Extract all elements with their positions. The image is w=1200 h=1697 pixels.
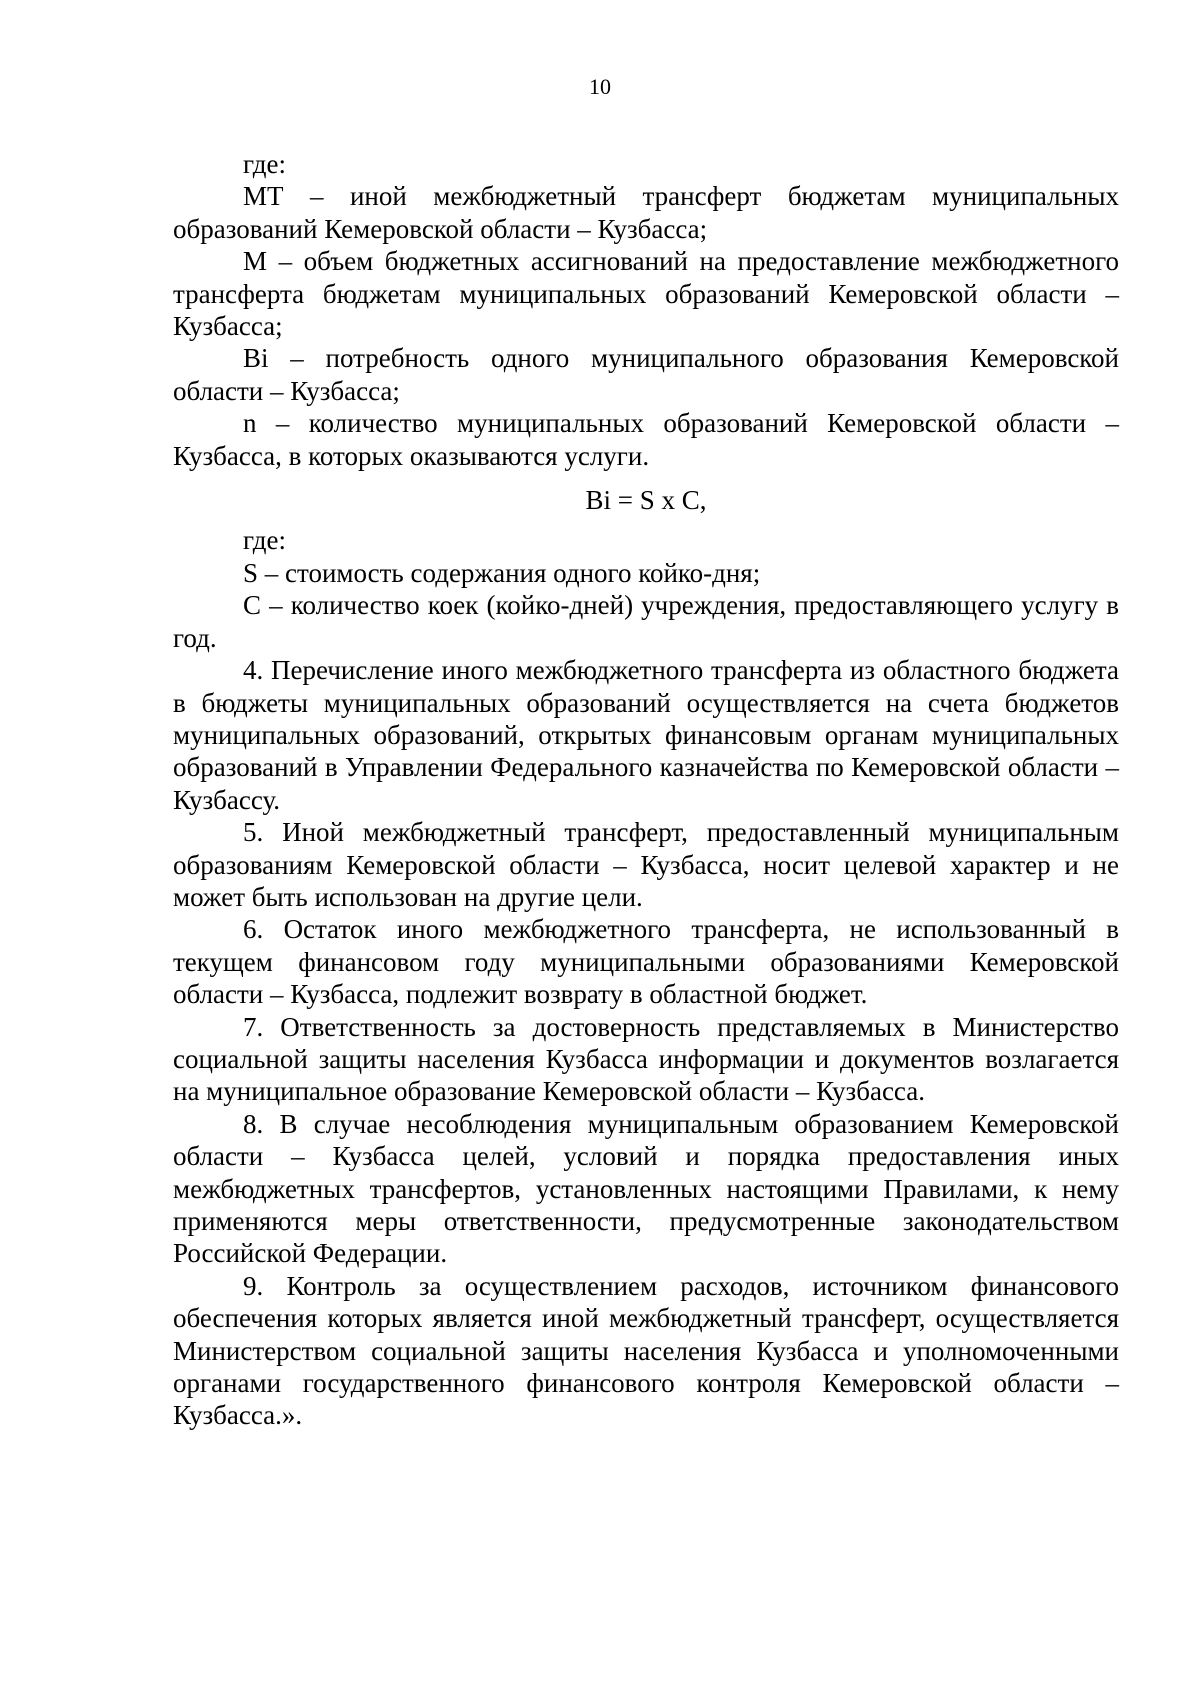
paragraph-item-5: 5. Иной межбюджетный трансферт, предоставленный муниципальным образованиям Кемеровской области – Кузбасса, носит целевой характер и не может быть использован на другие цели. [173,817,1119,912]
paragraph-item-9: 9. Контроль за осуществлением расходов, источником финансового обеспечения которых является иной межбюджетный трансферт, осуществляется Министерством социальной защиты населения Кузбасса и уполномоченными органами государственного финансового контроля Кемеровской области – Кузбасса.». [173,1270,1119,1431]
paragraph-where-2: где: [243,525,286,556]
paragraph-def-s: S – стоимость содержания одного койко-дня; [243,557,761,588]
paragraph-where-1: где: [243,149,286,179]
paragraph-item-4: 4. Перечисление иного межбюджетного трансферта из областного бюджета в бюджеты муниципальных образований осуществляется на счета бюджетов муниципальных образований, открытых финансовым органам муниципальных образований в Управлении Федерального казначейства по Кемеровской области – Кузбассу. [173,655,1119,815]
paragraph-item-7: 7. Ответственность за достоверность представляемых в Министерство социальной защиты населения Кузбасса информации и документов возлагается на муниципальное образование Кемеровской области – Кузбасса. [173,1011,1119,1107]
paragraph-item-6: 6. Остаток иного межбюджетного трансферта, не использованный в текущем финансовом году муниципальными образованиями Кемеровской области – Кузбасса, подлежит возврату в областной бюджет. [173,914,1119,1010]
paragraph-item-8: 8. В случае несоблюдения муниципальным образованием Кемеровской области – Кузбасса целей, условий и порядка предоставления иных межбюджетных трансфертов, установленных настоящими Правилами, к нему применяются меры ответственности, предусмотренные законодательством Российской Федерации. [173,1108,1119,1269]
paragraph-def-n: n – количество муниципальных образований Кемеровской области – Кузбасса, в которых оказываются услуги. [173,408,1119,471]
paragraph-def-mt: МТ – иной межбюджетный трансферт бюджетам муниципальных образований Кемеровской области – Кузбасса; [173,181,1119,244]
formula-bi: Bi = S x C, [585,485,707,516]
paragraph-def-c: C – количество коек (койко-дней) учреждения, предоставляющего услугу в год. [173,590,1119,653]
document-body [173,148,1119,1432]
paragraph-def-bi: Bi – потребность одного муниципального образования Кемеровской области – Кузбасса; [173,343,1119,406]
paragraph-def-m: М – объем бюджетных ассигнований на предоставление межбюджетного трансферта бюджетам муниципальных образований Кемеровской области – Кузбасса; [173,246,1119,342]
page-number: 10 [589,74,611,99]
